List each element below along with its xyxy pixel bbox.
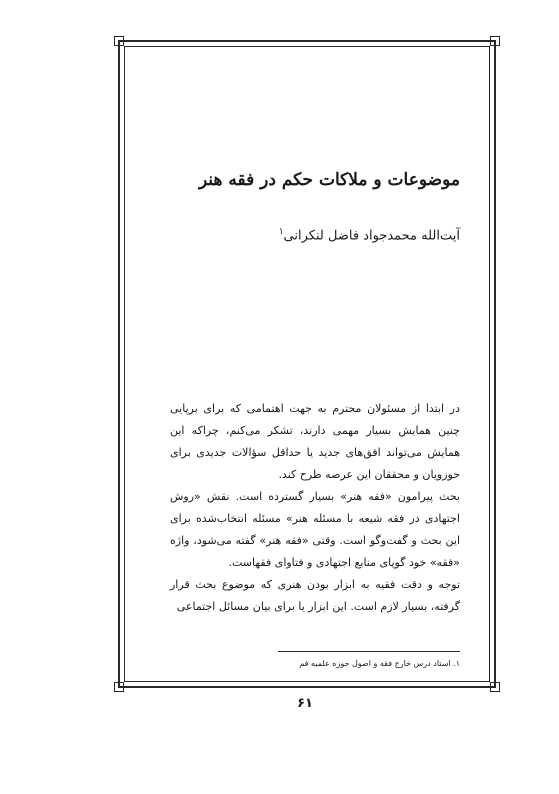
paragraph: در ابتدا از مسئولان محترم به جهت اهتمامی که برای برپایی چنین همایش بسیار مهمی دارند، تشکر می‌کنم، چراکه این همایش می‌تواند افق‌های جدید یا حداقل سؤالات جدیدی برای حوزویان و محققان این عرصه طرح کند. [170,402,460,481]
paragraph: توجه و دقت فقیه به ابزار بودن هنری که موضوع بحث قرار گرفته، بسیار لازم است. این ابزار یا برای بیان مسائل اجتماعی [170,578,460,613]
border-ornament-top-left [114,36,124,46]
border-ornament-bottom-left [114,682,124,692]
paragraph: بحث پیرامون «فقه هنر» بسیار گسترده است. نقش «روش اجتهادی در فقه شیعه با مسئله هنر» مسئله انتخاب‌شده برای این بحث و گفت‌وگو است. وقتی «فقه هنر» گفته می‌شود، واژه «فقه» خود گویای منابع اجتهادی و فتاوای فقهاست. [170,490,460,569]
author-line [180,227,460,243]
footnote-marker: ۱ [278,227,284,237]
article-title: موضوعات و ملاکات حکم در فقه هنر [199,170,460,190]
footnote: ۱. استاد درس خارج فقه و اصول حوزه علمیه قم [299,659,460,668]
article-body [170,398,460,618]
page-number: ۶۱ [297,696,313,711]
border-ornament-top-right [490,36,500,46]
footnote-divider [278,651,460,652]
author-name: آیت‌الله محمدجواد فاضل لنکرانی [283,228,460,244]
border-ornament-bottom-right [490,682,500,692]
